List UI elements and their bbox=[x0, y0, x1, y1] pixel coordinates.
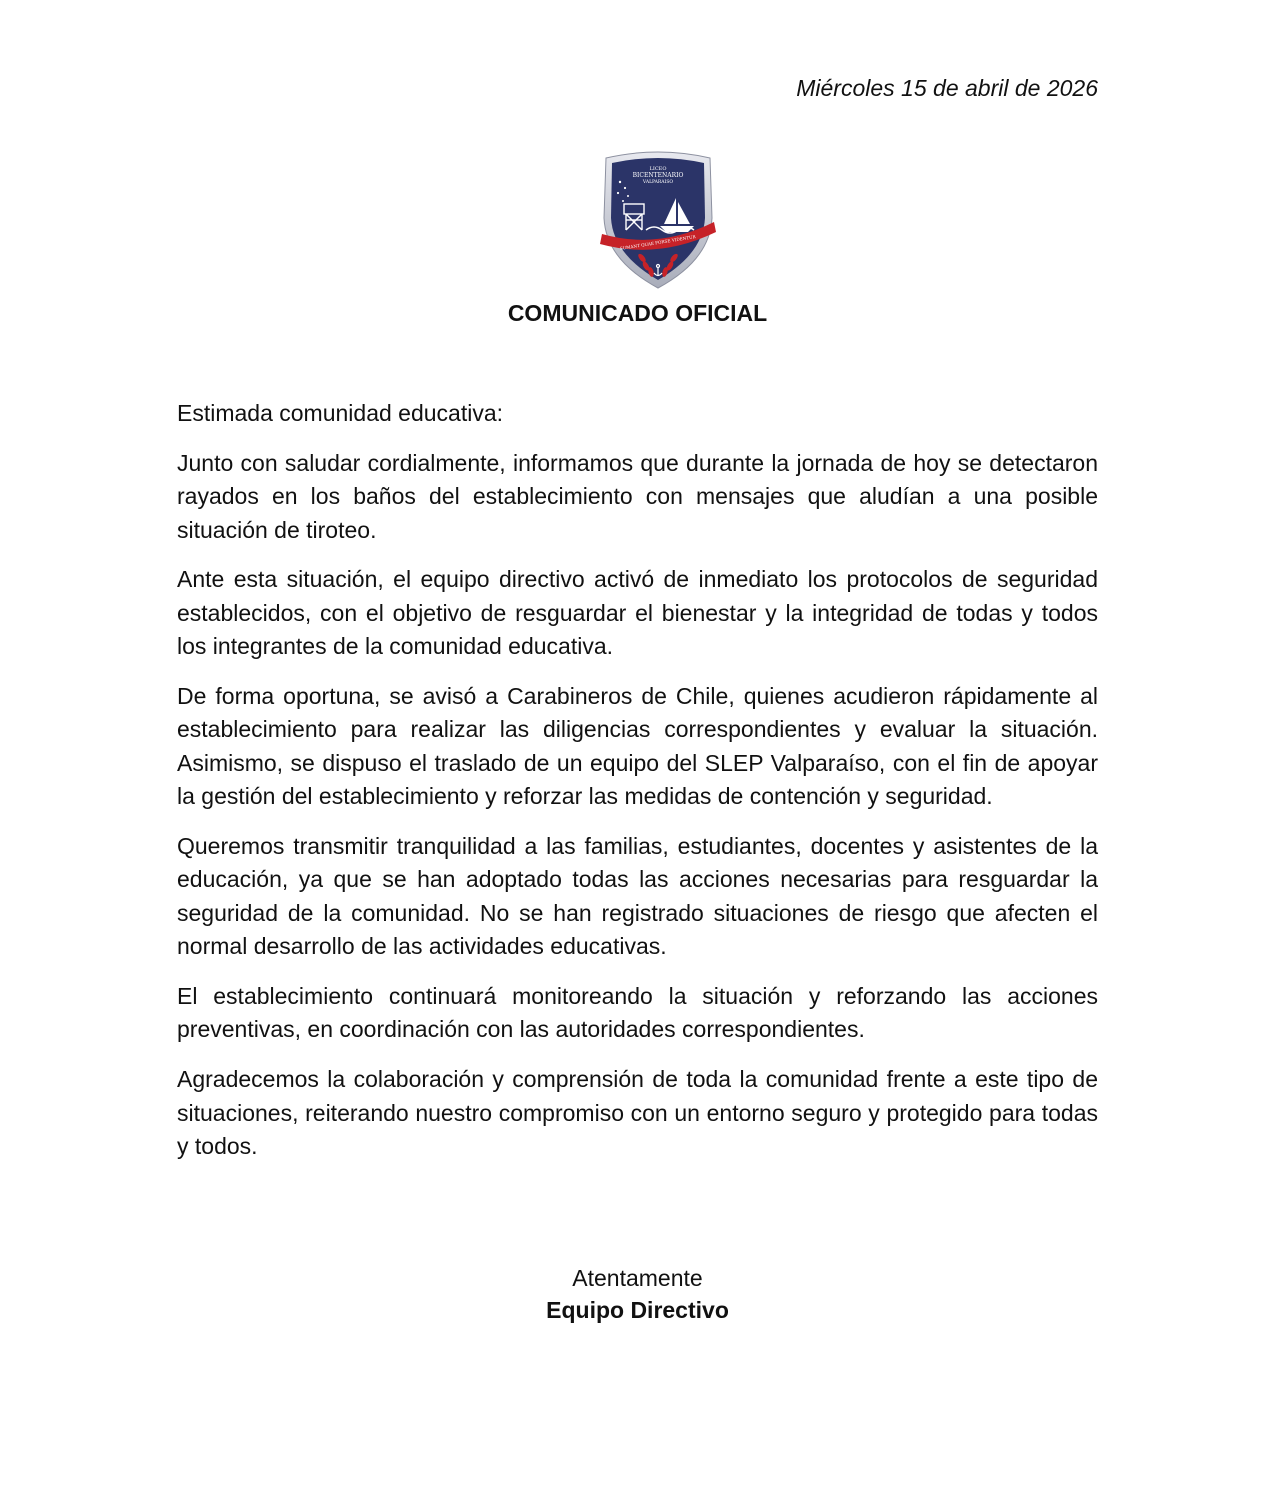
salutation: Estimada comunidad educativa: bbox=[177, 400, 504, 426]
paragraph: De forma oportuna, se avisó a Carabineros de Chile, quienes acudieron rápidamente al establecimiento para realizar las diligencias correspondientes y evaluar la situación. Asimismo, se dispuso el traslado de un equipo del SLEP Valparaíso, con el fin de apoyar la gestión del establecimiento y reforzar las medidas de contención y seguridad. bbox=[177, 683, 1098, 810]
paragraph: El establecimiento continuará monitoreando la situación y reforzando las acciones preventivas, en coordinación con las autoridades correspondientes. bbox=[177, 983, 1098, 1043]
crest-graphic bbox=[598, 148, 718, 290]
paragraph: Queremos transmitir tranquilidad a las familias, estudiantes, docentes y asistentes de la educación, ya que se han adoptado todas las acciones necesarias para resguardar la seguridad de la comunidad. No se han registrado situaciones de riesgo que afecten el normal desarrollo de las actividades educativas. bbox=[177, 833, 1098, 960]
document-title: COMUNICADO OFICIAL bbox=[507, 300, 768, 326]
crest-line1: LICEO bbox=[649, 166, 667, 172]
crest-line3: VALPARAISO bbox=[642, 180, 674, 185]
signature: Equipo Directivo bbox=[546, 1297, 729, 1323]
school-crest-icon bbox=[598, 148, 718, 290]
crest-ribbon-text: SUMANT QUAE FORSE VIDENTUR bbox=[619, 234, 697, 251]
crest-line2: BICENTENARIO bbox=[632, 172, 684, 179]
paragraph: Junto con saludar cordialmente, informamos que durante la jornada de hoy se detectaron rayados en los baños del establecimiento con mensajes que aludían a una posible situación de tiroteo. bbox=[177, 449, 1098, 543]
paragraph: Agradecemos la colaboración y comprensión de toda la comunidad frente a este tipo de situaciones, reiterando nuestro compromiso con un entorno seguro y protegido para todas y todos. bbox=[177, 1066, 1098, 1160]
letter-date: Miércoles 15 de abril de 2026 bbox=[796, 75, 1098, 101]
letter-body bbox=[177, 397, 1098, 1180]
closing-line: Atentamente bbox=[572, 1265, 703, 1291]
paragraph: Ante esta situación, el equipo directivo activó de inmediato los protocolos de seguridad establecidos, con el objetivo de resguardar el bienestar y la integridad de todas y todos los integrantes de la comunidad educativa. bbox=[177, 566, 1098, 660]
